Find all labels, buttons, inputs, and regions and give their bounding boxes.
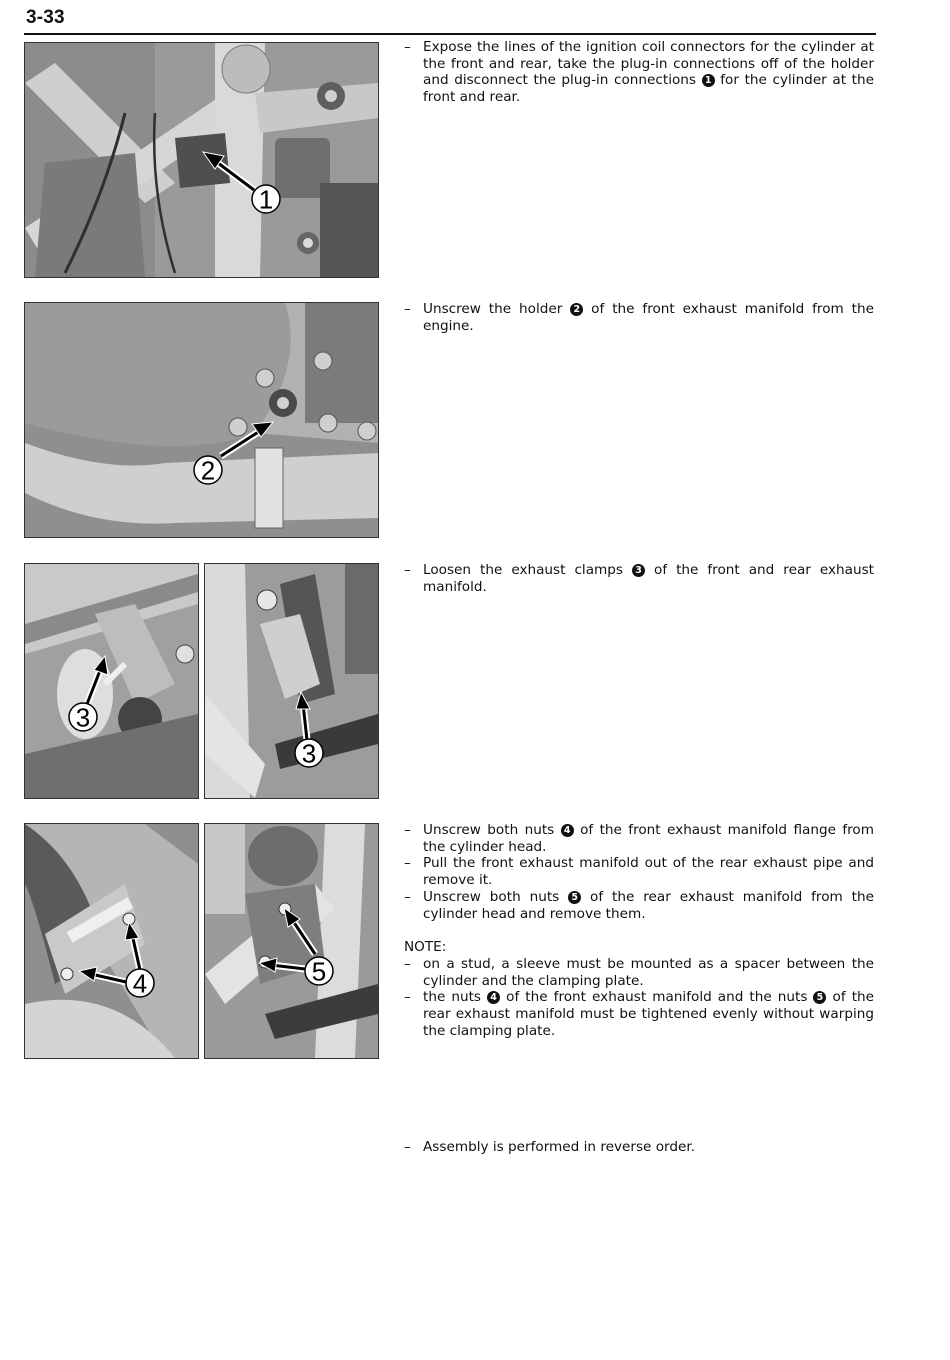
figure-exhaust-holder: [24, 302, 379, 538]
step-5: – Pull the front exhaust manifold out of the rear exhaust pipe and remove it.: [404, 855, 874, 889]
step-4-group: [404, 822, 874, 1039]
note-label: NOTE:: [404, 939, 447, 956]
ref-badge-5: 5: [568, 891, 581, 904]
ref-badge-2: 2: [570, 303, 583, 316]
ref-badge-5-note: 5: [813, 991, 826, 1004]
note-item-1: – on a stud, a sleeve must be mounted as a spacer between the cylinder and the clamping plate.: [404, 955, 874, 989]
callout-3-right: 3: [301, 738, 317, 769]
step-1: – Expose the lines of the ignition coil connectors for the cylinder at the front and rear, take the plug-in connections off of the holder and disconnect the plug-in connections 1 for the cylinder at the front and rear.: [404, 39, 874, 106]
figure-exhaust-clamp-right: [204, 563, 379, 799]
ref-badge-4: 4: [561, 824, 574, 837]
step-7: – Assembly is performed in reverse order.: [404, 1139, 696, 1155]
step-6: – Unscrew both nuts 5 of the rear exhaust manifold from the cylinder head and remove them.: [404, 888, 874, 922]
ref-badge-3: 3: [632, 564, 645, 577]
callout-5: 5: [311, 956, 327, 987]
ref-badge-4-note: 4: [487, 991, 500, 1004]
callout-2: 2: [200, 455, 216, 486]
figure-ignition-coil: [24, 42, 379, 278]
ref-badge-1: 1: [702, 74, 715, 87]
figure-exhaust-clamp-left: [24, 563, 199, 799]
header-rule: [24, 33, 876, 35]
note-item-2: – the nuts 4 of the front exhaust manifold and the nuts 5 of the rear exhaust manifold must be tightened evenly without warping the clamping plate.: [404, 989, 875, 1039]
step-3: – Loosen the exhaust clamps 3 of the front and rear exhaust manifold.: [404, 562, 874, 595]
callout-3-left: 3: [75, 702, 91, 733]
callout-4: 4: [132, 968, 148, 999]
step-4: – Unscrew both nuts 4 of the front exhaust manifold flange from the cylinder head.: [404, 822, 874, 855]
figure-front-manifold-nuts: [24, 823, 199, 1059]
step-2: – Unscrew the holder 2 of the front exhaust manifold from the engine.: [404, 301, 874, 334]
page-number: 3-33: [26, 7, 65, 28]
figure-rear-manifold-nuts: [204, 823, 379, 1059]
callout-1: 1: [258, 184, 274, 215]
